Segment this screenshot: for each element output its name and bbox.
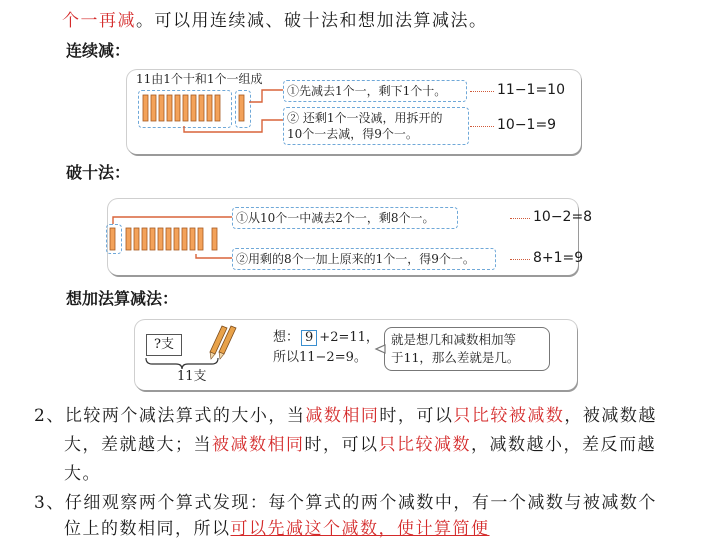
s1-sticks	[143, 95, 244, 121]
p2-c: 时，可以	[379, 406, 454, 426]
think-box: 9	[301, 330, 317, 346]
total-label: 11支	[177, 369, 207, 384]
s2-eq1: 10−2=8	[533, 209, 593, 225]
s2-step1-text: ①从10个一中减去2个一，剩8个一。	[236, 211, 435, 225]
s2-eq2: 8+1=9	[533, 250, 584, 266]
p2-i: 只比较减数	[378, 435, 471, 455]
s1-step2-line1: ② 还剩1个一没减，用拆开的	[287, 111, 443, 125]
p3-num: 3、	[34, 493, 65, 513]
s2-sticks	[110, 228, 217, 250]
unknown-count-label: ?支	[154, 337, 174, 352]
p2-k: 大。	[64, 464, 101, 484]
bubble-line2: 于11，那么差就是几。	[391, 350, 520, 365]
s1-eq2: 10−1=9	[497, 117, 557, 133]
p2-d: 只比较被减数	[453, 406, 565, 426]
p2-f: 大，差就越大；当	[64, 435, 212, 455]
think-suffix: +2=11，	[319, 330, 379, 345]
s2-step2-text: ②用剩的8个一加上原来的1个一，得9个一。	[236, 252, 475, 266]
p2-g: 被减数相同	[212, 435, 305, 455]
section3-label: 想加法算减法：	[66, 289, 179, 308]
s1-step2-line2: 10个一去减，得9个一。	[287, 127, 418, 141]
p2-j: ，减数越小，差反而越	[471, 435, 656, 455]
point2-line3	[64, 459, 101, 484]
bubble-line1: 就是想几和减数相加等	[391, 332, 517, 347]
p2-e: ，被减数越	[564, 406, 657, 426]
p3-c: 可以先减这个减数，使计算简便	[230, 519, 490, 539]
s1-step1-text: ①先减去1个一，剩下1个十。	[287, 84, 447, 98]
p3-a: 仔细观察两个算式发现：每个算式的两个减数中，有一个减数与被减数个	[64, 493, 657, 513]
conclusion-line: 所以11−2=9。	[273, 350, 367, 365]
section1-label: 连续减：	[66, 41, 131, 60]
p2-a: 比较两个减法算式的大小，当	[64, 406, 306, 426]
p2-num: 2、	[34, 406, 65, 426]
p2-h: 时，可以	[304, 435, 379, 455]
top-line-red: 个一再减	[62, 11, 136, 31]
think-prefix: 想：	[273, 330, 300, 345]
bubble-tail	[376, 345, 385, 353]
top-line-rest: 。可以用连续减、破十法和想加法算减法。	[136, 11, 488, 31]
point3-line1	[34, 488, 657, 513]
p3-b: 位上的数相同，所以	[64, 519, 231, 539]
composition-note: 11由1个十和1个一组成	[136, 72, 263, 86]
point2-line2	[64, 430, 656, 455]
p2-b: 减数相同	[305, 406, 380, 426]
s1-eq1: 11−1=10	[497, 82, 565, 98]
point2-line1	[34, 401, 657, 426]
section2-label: 破十法：	[66, 163, 131, 182]
pencil-icon	[210, 326, 236, 359]
total-brace	[146, 358, 218, 369]
point3-line2	[64, 514, 490, 539]
